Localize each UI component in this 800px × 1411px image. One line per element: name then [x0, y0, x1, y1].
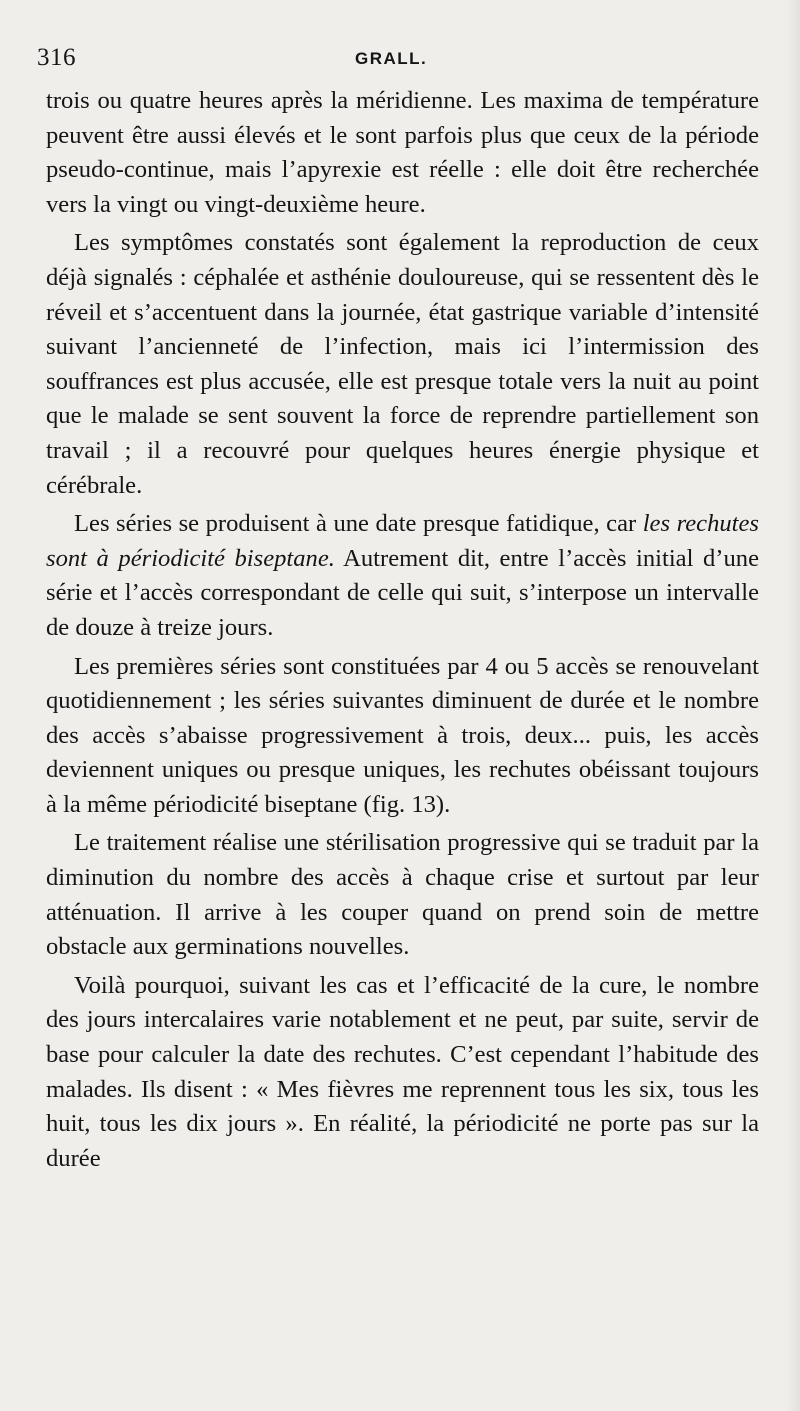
running-head: GRALL.: [355, 49, 428, 68]
paragraph: Voilà pourquoi, suivant les cas et l’efficacité de la cure, le nombre des jours intercalaires varie notablement et ne peut, par suite, servir de base pour calculer la date des rechutes. C’est cependant l’habitude des malades. Ils disent : « Mes fièvres me reprennent tous les six, tous les huit, tous les dix jours ». En réalité, la périodicité ne porte pas sur la durée: [46, 971, 759, 1172]
page-edge-shadow: [786, 0, 800, 1411]
paragraph: Les symptômes constatés sont également la reproduction de ceux déjà signalés : céphalée et asthénie douloureuse, qui se ressentent dès le réveil et s’accentuent dans la journée, état gastrique variable d’intensité suivant l’ancienneté de l’infection, mais ici l’intermission des souffrances est plus accusée, elle est presque totale vers la nuit au point que le malade se sent souvent la force de reprendre partiellement son travail ; il a recouvré pour quelques heures énergie physique et cérébrale.: [46, 229, 759, 499]
paragraph-text: Autrement dit, entre l’accès initial d’une série et l’accès correspondant de celle qui suit, s’interpose un intervalle de douze à treize jours.: [46, 544, 759, 641]
body-text: [46, 84, 759, 1176]
paragraph: trois ou quatre heures après la méridienne. Les maxima de température peuvent être aussi élevés et le sont parfois plus que ceux de la période pseudo-continue, mais l’apyrexie est réelle : elle doit être recherchée vers la vingt ou vingt-deuxième heure.: [46, 87, 759, 218]
paragraph: [46, 507, 759, 645]
paragraph: Les premières séries sont constituées par 4 ou 5 accès se renouvelant quotidiennement ; les séries suivantes diminuent de durée et le nombre des accès s’abaisse progressivement à trois, deux... puis, les accès deviennent uniques ou presque uniques, les rechutes obéissant toujours à la même périodicité biseptane (fig. 13).: [46, 652, 759, 818]
page-number: 316: [37, 44, 76, 71]
italic-emphasis: les rechutes sont à périodicité biseptane.: [46, 510, 759, 572]
paragraph: Le traitement réalise une stérilisation progressive qui se traduit par la diminution du nombre des accès à chaque crise et surtout par leur atténuation. Il arrive à les couper quand on prend soin de mettre obstacle aux germinations nouvelles.: [46, 829, 759, 961]
page-header: [37, 44, 757, 78]
paragraph-text: Les séries se produisent à une date presque fatidique, car: [74, 510, 643, 538]
